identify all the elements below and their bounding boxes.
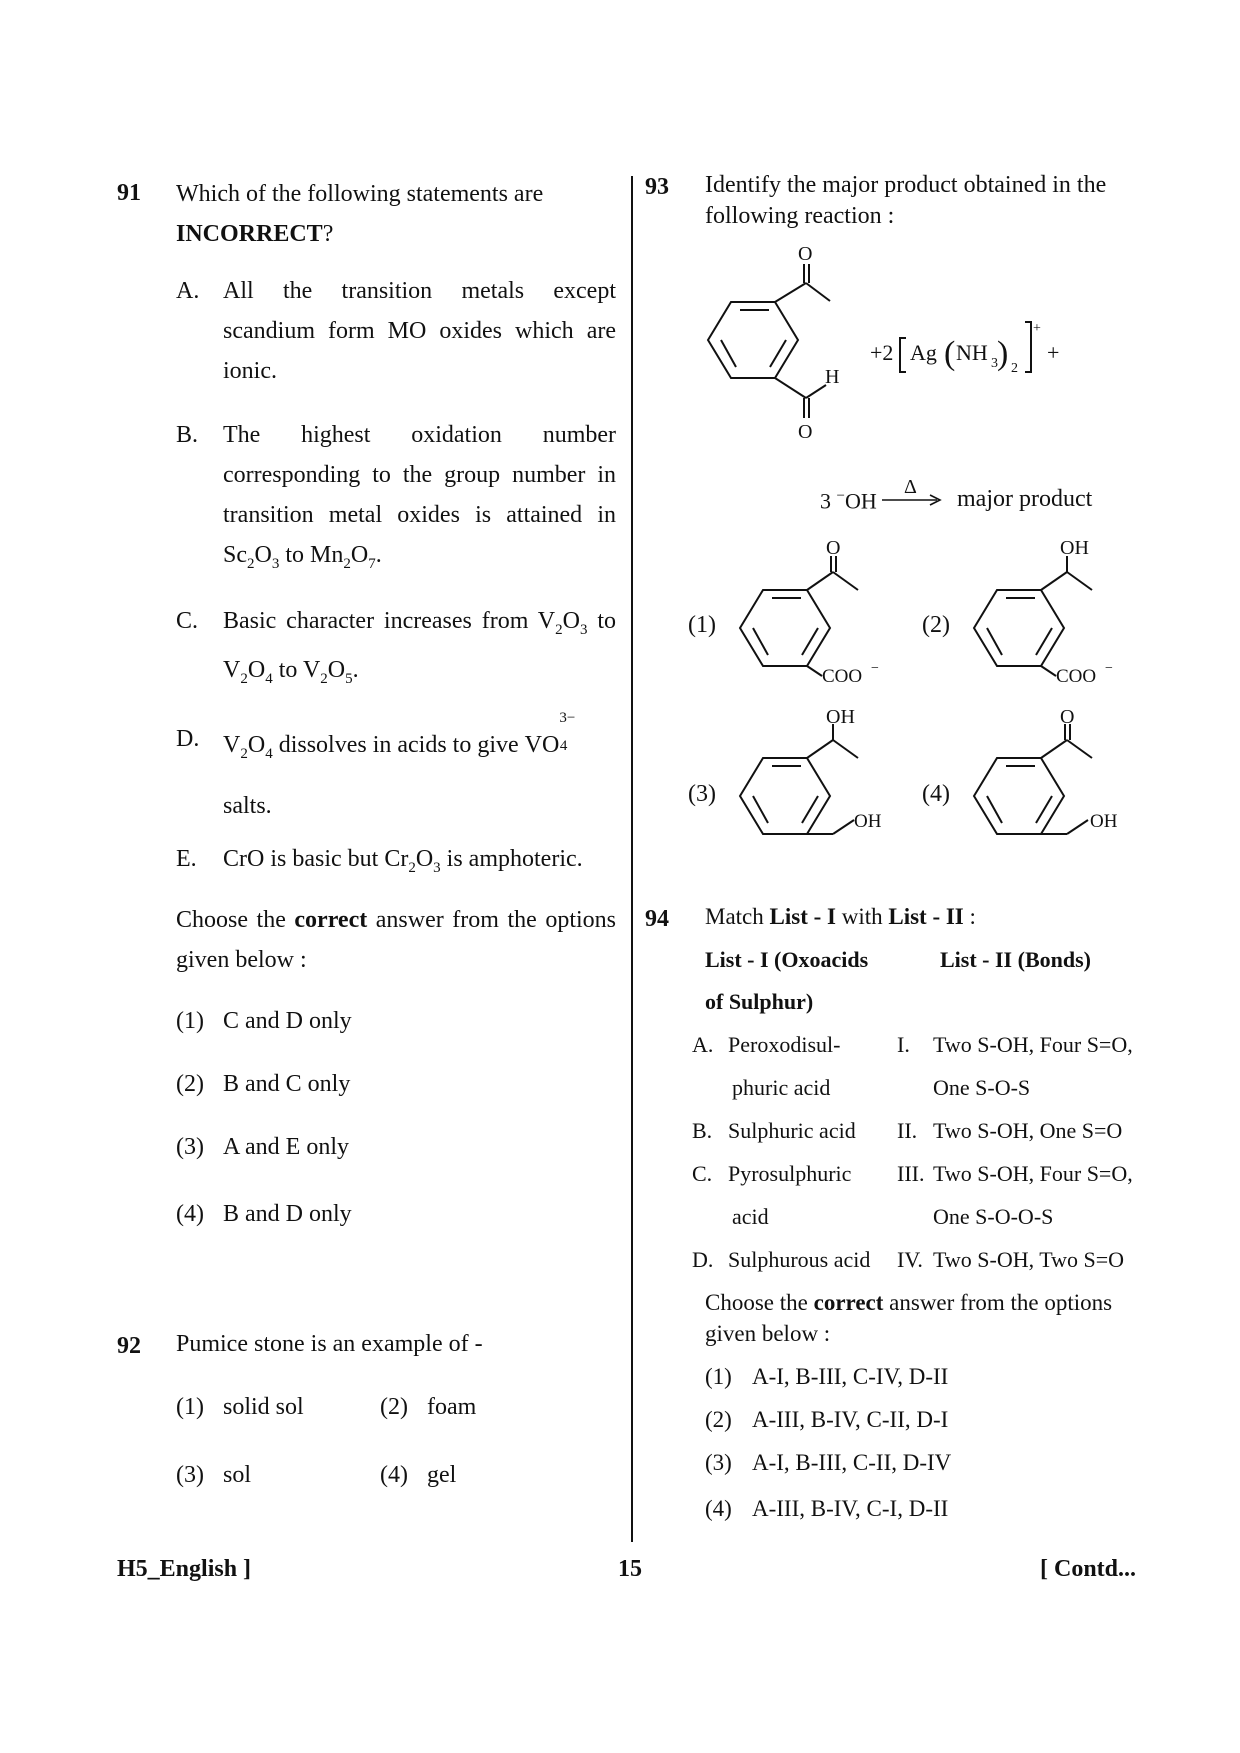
heat-symbol: Δ [904,476,917,498]
footer-booklet-code: H5_English ] [117,1556,252,1582]
q92-option-1[interactable]: (1) solid sol [176,1394,304,1420]
statement-text-part: The highest oxidation number corresponding to the group number in transition metal oxides is attained in [223,422,616,528]
row-roman: III. [897,1161,925,1186]
reagent-coefficient: +2 [870,340,894,365]
question-94-instruction: Choose the correct answer from the options given below : [705,1290,1113,1346]
statement-text-part: to [285,542,305,568]
svg-text:OH: OH [854,811,882,832]
statement-text: The highest oxidation number corresponding to the group number in transition metal oxides is attained in $Sc_2O_3$ to $Mn_2O_7$. [223,422,616,572]
row-label: D. [692,1247,714,1272]
row-roman: I. [897,1032,910,1057]
q91-option-3[interactable] [176,1134,349,1161]
q91-option-2[interactable] [176,1071,350,1098]
option-number: (4) [176,1201,204,1227]
svg-text:COO: COO [822,666,863,687]
reagent-ammine: NH [956,340,988,365]
atom-o: O [798,421,813,443]
list-2-item: Two S-OH, Four S=O, [933,1161,1133,1186]
question-94-text: Match List - I with List - II : [705,904,976,929]
option-number: (2) [176,1071,204,1097]
q93-option-3-label: (3) [688,781,716,807]
question-91-instruction: Choose the correct answer from the options given below : [176,907,617,973]
row-roman: II. [897,1118,918,1143]
formula-sc2o3: $Sc_2O_3$ [223,542,280,572]
list-2-item: Two S-OH, Two S=O [933,1247,1125,1272]
reagent-silver: Ag [910,340,937,365]
list-1-item: Sulphurous acid [728,1247,871,1272]
svg-text:−: − [871,661,879,676]
plus-sign: + [1047,340,1060,365]
list-1-item: Peroxodisul- [728,1032,841,1057]
hydroxide-term: 3 −OH [820,488,877,514]
q94-option-2[interactable]: (2) A-III, B-IV, C-II, D-I [705,1407,949,1432]
statement-label: D. [176,726,200,752]
svg-text:O: O [826,537,841,559]
list-2-item: Two S-OH, One S=O [933,1118,1123,1143]
list-1-heading: List - I (Oxoacids [705,947,869,972]
formula-cr2o3: $Cr_2O_3$ [384,846,441,876]
reactant-structure [690,243,1100,445]
q94-option-4[interactable]: (4) A-III, B-IV, C-I, D-II [705,1496,949,1521]
list-2-item: Two S-OH, Four S=O, [933,1032,1133,1057]
emphasis-correct: correct [813,1290,884,1315]
major-product-label: major product [957,486,1093,512]
row-roman: IV. [897,1247,923,1272]
option-number: (1) [176,1008,204,1034]
question-94-number: 94 [645,906,669,932]
q92-option-2[interactable]: (2) foam [380,1394,477,1420]
svg-text:+: + [1033,321,1041,336]
list-2-heading: List - II (Bonds) [940,947,1091,972]
q93-option-1-label: (1) [688,612,716,638]
formula-vo4-3minus: VO 3− 4 [524,710,576,758]
question-91-number: 91 [117,180,141,206]
q93-option-2-label: (2) [922,612,950,638]
formula-v2o3: $V_2O_3$ [537,608,588,638]
q92-option-4[interactable]: (4) gel [380,1462,457,1488]
q93-option-3-structure[interactable] [730,706,900,856]
q91-option-4[interactable] [176,1201,352,1228]
list-2-item-cont: One S-O-O-S [933,1204,1054,1229]
q94-option-3[interactable]: (3) A-I, B-III, C-II, D-IV [705,1450,952,1475]
formula-v2o4: $V_2O_4$ [223,732,273,762]
list-1-heading-cont: of Sulphur) [705,989,814,1014]
emphasis-correct: correct [294,907,368,933]
question-91-text-part: Which of the following statements are [176,181,544,207]
list-1-item: Sulphuric acid [728,1118,856,1143]
q92-option-3[interactable]: (3) sol [176,1462,252,1488]
svg-text:3: 3 [991,356,998,371]
q93-option-2-structure[interactable] [964,537,1134,687]
svg-text:OH: OH [826,706,855,728]
statement-label: E. [176,846,197,872]
list-2-item-cont: One S-O-S [933,1075,1031,1100]
atom-h: H [825,366,840,388]
statement-text: All the transition metals except scandium form MO oxides which are ionic. [223,278,616,384]
svg-text:OH: OH [1060,537,1089,559]
q93-option-1-structure[interactable] [730,537,900,687]
q91-option-1[interactable] [176,1008,352,1035]
option-text: C and D only [223,1008,352,1034]
list-1-item-cont: acid [732,1204,769,1229]
question-92-number: 92 [117,1333,141,1359]
list-1-item: Pyrosulphuric [728,1161,852,1186]
question-92-text: Pumice stone is an example of - [176,1331,483,1357]
column-divider [631,176,633,1542]
row-label: A. [692,1032,714,1057]
svg-text:−: − [1105,661,1113,676]
list-1-item-cont: phuric acid [732,1075,831,1100]
option-text: B and D only [223,1201,352,1227]
footer-continued: [ Contd... [1040,1556,1137,1582]
paren-right: ) [997,335,1009,372]
statement-text: Basic character increases from $V_2O_3$ to $V_2O_4$ to $V_2O_5$. [223,608,616,687]
q93-option-4-structure[interactable] [964,706,1134,856]
question-91-text-part: ? [322,221,334,247]
statement-label: B. [176,422,199,448]
statement-text: $V_2O_4$ dissolves in acids to give VO 3− 4 salts. [223,710,576,819]
q93-option-4-label: (4) [922,781,950,807]
statement-label: C. [176,608,199,634]
formula-mn2o7: $Mn_2O_7$ [310,542,376,572]
paren-left: ( [944,335,956,372]
q94-option-1[interactable]: (1) A-I, B-III, C-IV, D-II [705,1364,949,1389]
svg-text:2: 2 [1011,361,1018,376]
question-93-text: Identify the major product obtained in the following reaction : [705,172,1107,229]
question-93-number: 93 [645,174,669,200]
row-label: C. [692,1161,713,1186]
option-text: B and C only [223,1071,351,1097]
question-91-text [176,174,616,254]
page-number: 15 [618,1556,642,1582]
option-number: (3) [176,1134,204,1160]
statement-text: CrO is basic but $Cr_2O_3$ is amphoteric. [223,846,583,876]
reaction-arrow [882,478,944,512]
formula-v2o4: $V_2O_4$ [223,656,273,687]
svg-text:COO: COO [1056,666,1097,687]
question-91-emphasis: INCORRECT [176,221,323,247]
svg-text:O: O [1060,706,1075,728]
option-text: A and E only [223,1134,349,1160]
svg-text:OH: OH [1090,811,1118,832]
atom-o: O [798,243,813,265]
row-label: B. [692,1118,713,1143]
formula-v2o5: $V_2O_5$ [302,656,353,687]
statement-label: A. [176,278,200,304]
